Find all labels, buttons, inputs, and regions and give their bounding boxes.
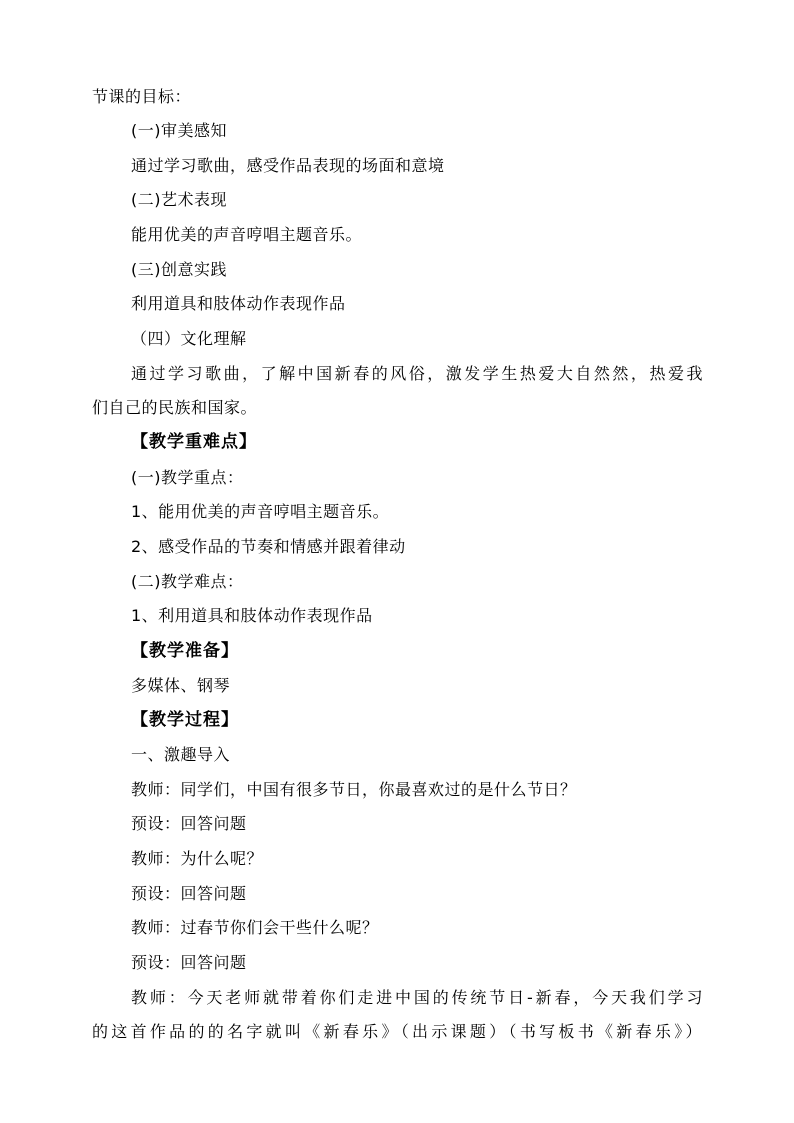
text-line: 预设：回答问题 <box>131 884 247 903</box>
section-heading: 【教学过程】 <box>131 710 239 730</box>
text-line: (一)审美感知 <box>131 121 227 140</box>
text-line: 通过学习歌曲，了解中国新春的风俗，激发学生热爱大自然然，热爱我 <box>131 364 703 383</box>
text-line: 利用道具和肢体动作表现作品 <box>131 294 346 313</box>
text-line: 教师：过春节你们会干些什么呢？ <box>131 918 379 937</box>
text-line: 节课的目标： <box>92 87 192 106</box>
text-line: 2、感受作品的节奏和情感并跟着律动 <box>131 537 406 556</box>
text-line: 教师：为什么呢？ <box>131 849 264 868</box>
text-line: 通过学习歌曲，感受作品表现的场面和意境 <box>131 156 445 175</box>
text-line: （四）文化理解 <box>131 329 247 348</box>
text-line: (二)教学难点： <box>131 572 244 591</box>
section-heading: 【教学重难点】 <box>131 432 257 452</box>
text-line: (三)创意实践 <box>131 260 227 279</box>
text-line: 1、能用优美的声音哼唱主题音乐。 <box>131 502 390 521</box>
section-heading: 【教学准备】 <box>131 641 239 661</box>
text-line: 教师：今天老师就带着你们走进中国的传统节日-新春，今天我们学习 <box>131 988 703 1007</box>
text-line: 的这首作品的的名字就叫《新春乐》（出示课题）（书写板书《新春乐》） <box>92 1022 702 1041</box>
text-line: 教师：同学们，中国有很多节日，你最喜欢过的是什么节日？ <box>131 780 577 799</box>
text-line: 能用优美的声音哼唱主题音乐。 <box>131 225 363 244</box>
text-line: 预设：回答问题 <box>131 953 247 972</box>
text-line: (一)教学重点： <box>131 468 244 487</box>
text-line: (二)艺术表现 <box>131 190 227 209</box>
text-line: 1、利用道具和肢体动作表现作品 <box>131 606 373 625</box>
text-line: 一、激趣导入 <box>131 745 231 764</box>
text-line: 多媒体、钢琴 <box>131 676 231 695</box>
text-line: 预设：回答问题 <box>131 814 247 833</box>
text-line: 们自己的民族和国家。 <box>92 398 258 417</box>
